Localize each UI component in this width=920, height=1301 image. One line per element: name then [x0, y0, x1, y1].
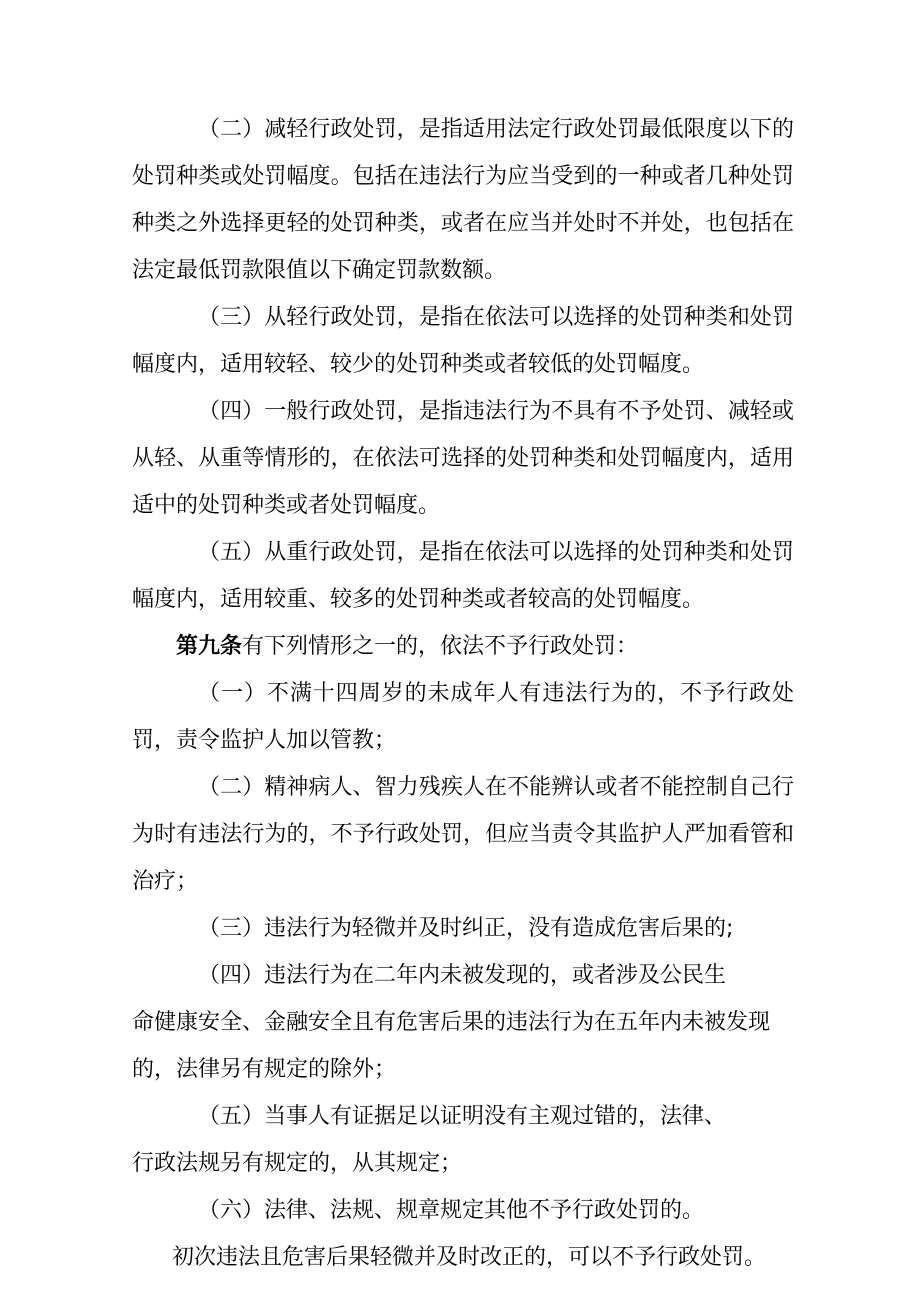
- paragraph-first-offense: 初次违法且危害后果轻微并及时改正的，可以不予行政处罚。: [172, 1245, 767, 1270]
- document-body: [132, 106, 794, 1281]
- item-statute-of-limitations: [132, 952, 794, 1093]
- item-minor-violation: （三）违法行为轻微并及时纠正，没有造成危害后果的;: [198, 916, 734, 941]
- article-nine-label: 第九条: [176, 634, 243, 659]
- item-statute-line-1: （四）违法行为在二年内未被发现的，或者涉及公民生: [198, 963, 727, 988]
- item-no-subjective-fault: [132, 1093, 794, 1187]
- article-nine-heading: [132, 623, 794, 670]
- item-fault-rest: 行政法规另有规定的，从其规定；: [132, 1151, 463, 1176]
- item-fault-line-1: （五）当事人有证据足以证明没有主观过错的，法律、: [198, 1104, 727, 1129]
- item-mental-illness: （二）精神病人、智力残疾人在不能辨认或者不能控制自己行为时有违法行为的，不予行政处罚，但应当责令其监护人严加看管和治疗；: [132, 775, 794, 894]
- item-statute-rest: 命健康安全、金融安全且有危害后果的违法行为在五年内未被发现的，法律另有规定的除外；: [132, 1010, 771, 1082]
- item-other-provisions: （六）法律、法规、规章规定其他不予行政处罚的。: [198, 1198, 705, 1223]
- paragraph-heavier-penalty: （五）从重行政处罚，是指在依法可以选择的处罚种类和处罚幅度内，适用较重、较多的处罚种类或者较高的处罚幅度。: [132, 540, 794, 612]
- paragraph-mitigated-penalty: （二）减轻行政处罚，是指适用法定行政处罚最低限度以下的处罚种类或处罚幅度。包括在违法行为应当受到的一种或者几种处罚种类之外选择更轻的处罚种类，或者在应当并处时不并处，也包括在法定最低罚款限值以下确定罚款数额。: [132, 117, 794, 283]
- article-nine-text: 有下列情形之一的，依法不予行政处罚：: [242, 634, 639, 659]
- paragraph-general-penalty: （四）一般行政处罚，是指违法行为不具有不予处罚、减轻或从轻、从重等情形的，在依法可选择的处罚种类和处罚幅度内，适用适中的处罚种类或者处罚幅度。: [132, 399, 794, 518]
- paragraph-lighter-penalty: （三）从轻行政处罚，是指在依法可以选择的处罚种类和处罚幅度内，适用较轻、较少的处罚种类或者较低的处罚幅度。: [132, 305, 794, 377]
- item-minor-under-fourteen: （一）不满十四周岁的未成年人有违法行为的，不予行政处罚，责令监护人加以管教；: [132, 681, 794, 753]
